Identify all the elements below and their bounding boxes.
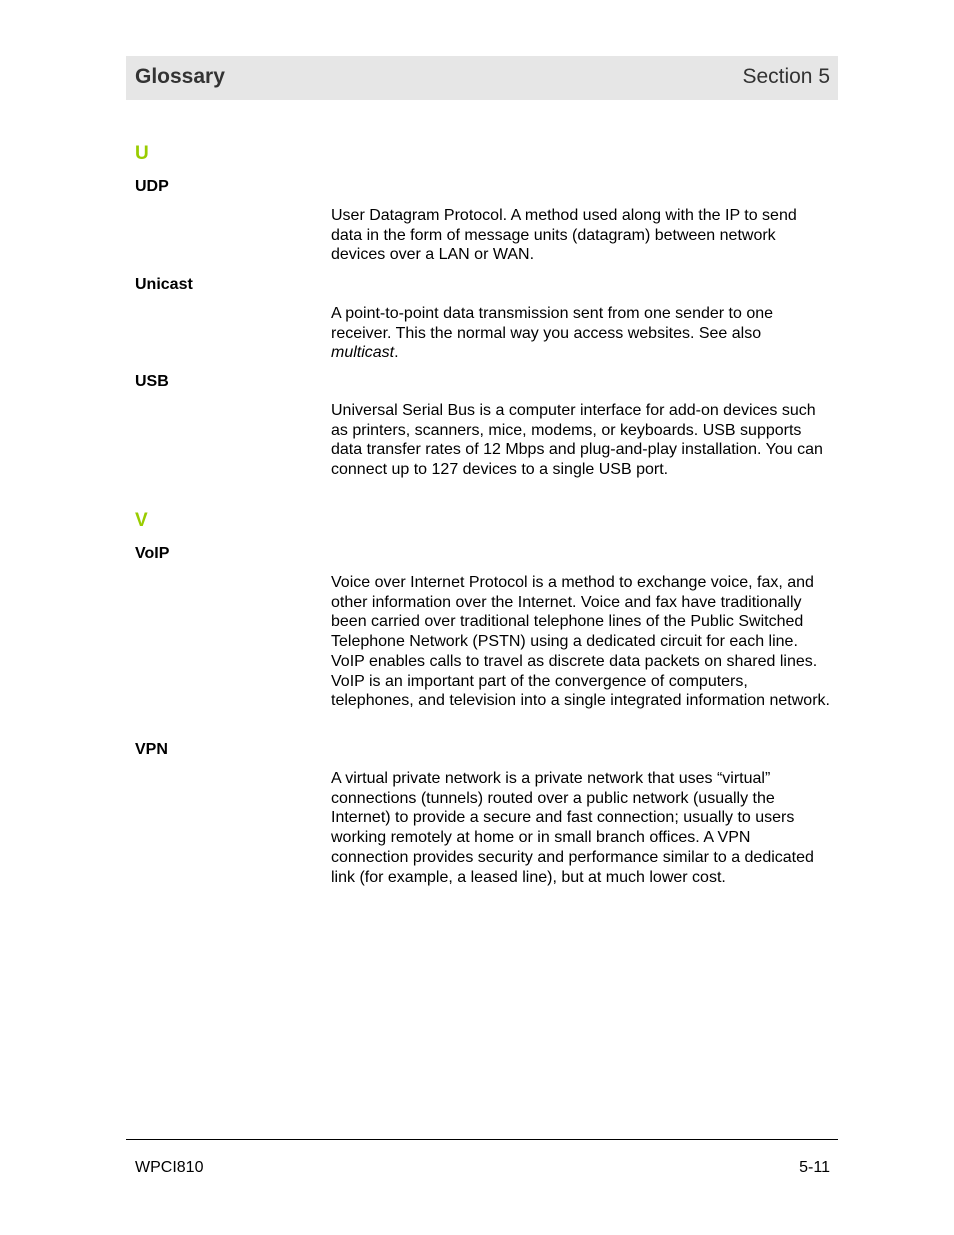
- footer-divider: [126, 1139, 838, 1140]
- term-vpn: VPN: [135, 741, 168, 758]
- term-usb: USB: [135, 373, 169, 390]
- definition-udp: [331, 206, 831, 265]
- definition-text: A virtual private network is a private network that uses “virtual” connections (tunnels) routed over a public network (usually the Internet) to provide a secure and fast connection; usually to users working remotely at home or in small branch offices. A VPN connection provides security and performance similar to a dedicated link (for example, a leased line), but at much lower cost.: [331, 770, 814, 886]
- definition-main: A point-to-point data transmission sent from one sender to one receiver. This the normal way you access websites. See also: [331, 305, 774, 342]
- definition-end: .: [394, 344, 399, 362]
- definition-usb: [331, 401, 831, 480]
- section-letter-v: V: [135, 510, 148, 531]
- footer-product-name: WPCI810: [135, 1159, 204, 1176]
- definition-voip: [331, 573, 831, 711]
- definition-text: User Datagram Protocol. A method used along with the IP to send data in the form of message units (datagram) between network devices over a LAN or WAN.: [331, 207, 797, 264]
- page-header: [126, 56, 838, 100]
- footer-page-number: 5-11: [799, 1159, 830, 1176]
- term-unicast: Unicast: [135, 276, 193, 293]
- definition-text: Voice over Internet Protocol is a method to exchange voice, fax, and other information over the Internet. Voice and fax have traditionally been carried over traditional telephone lines of the Public Switched Telephone Network (PSTN) using a dedicated circuit for each line. VoIP enables calls to travel as discrete data packets on shared lines. VoIP is an important part of the convergence of computers, telephones, and television into a single integrated information network.: [331, 574, 830, 710]
- term-voip: VoIP: [135, 545, 170, 562]
- section-letter-u: U: [135, 143, 149, 164]
- header-title: Glossary: [135, 65, 225, 88]
- definition-text: [331, 304, 831, 363]
- definition-unicast: [331, 304, 831, 363]
- definition-text: Universal Serial Bus is a computer interface for add-on devices such as printers, scanners, mice, modems, or keyboards. USB supports data transfer rates of 12 Mbps and plug-and-play installation. You can connect up to 127 devices to a single USB port.: [331, 402, 823, 479]
- definition-vpn: [331, 769, 831, 887]
- header-section: Section 5: [742, 65, 830, 88]
- definition-emphasis: multicast: [331, 344, 395, 362]
- term-udp: UDP: [135, 178, 169, 195]
